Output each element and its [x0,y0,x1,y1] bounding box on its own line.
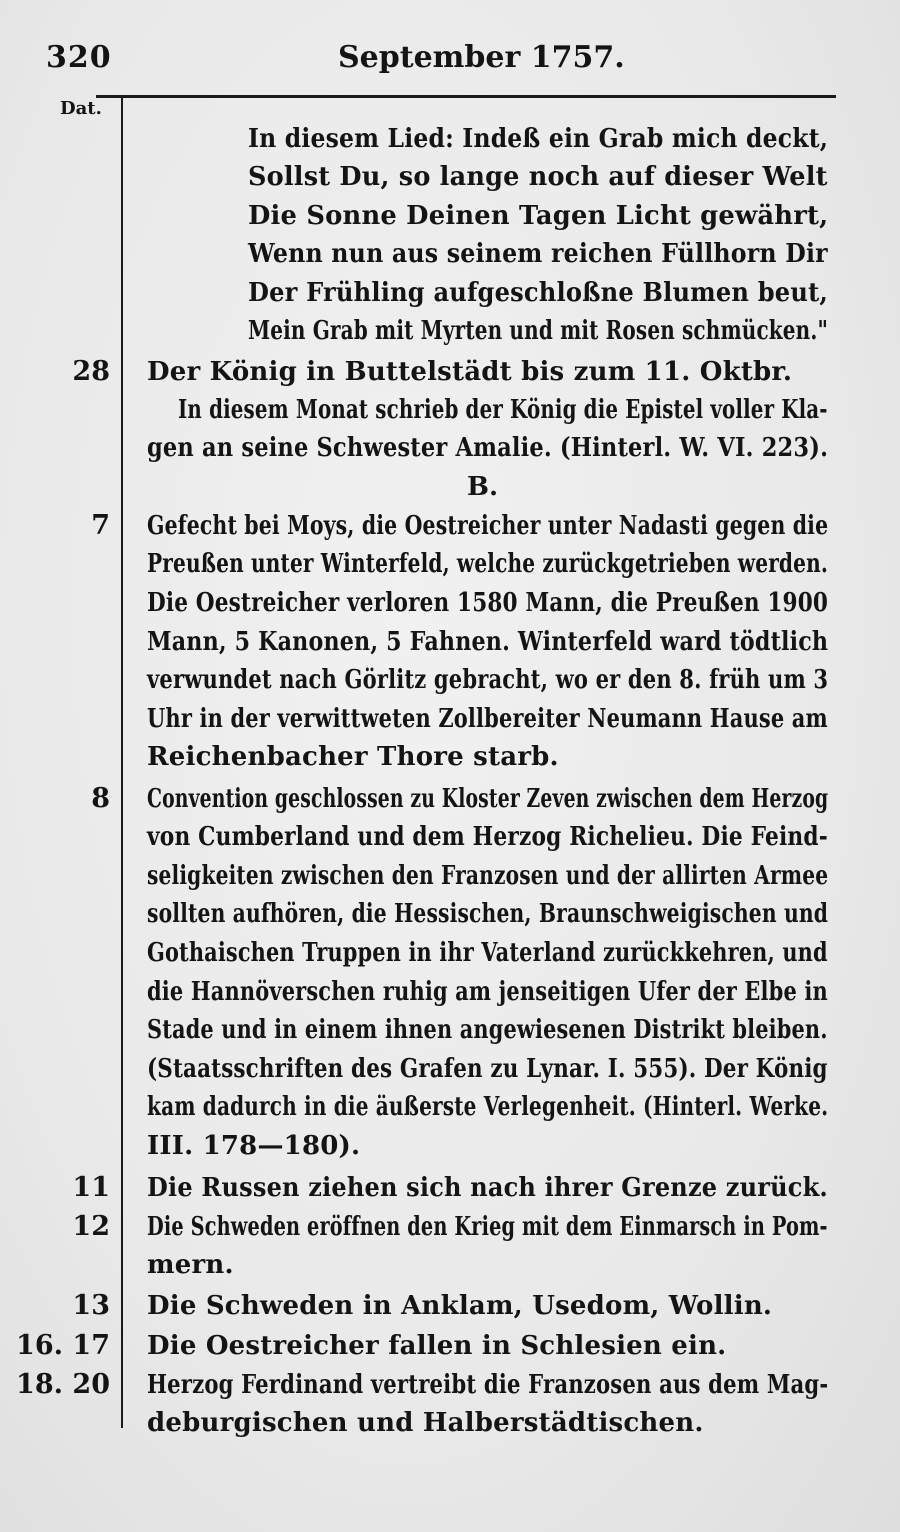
entry-line: Die Schweden eröffnen den Krieg mit dem Einmarsch in Pom- [147,1212,828,1242]
entry-line: In diesem Monat schrieb der König die Epistel voller Kla- [178,395,828,425]
entry-line: Der König in Buttelstädt bis zum 11. Oktbr. [147,357,793,387]
entry-date: 18. 20 [16,1369,110,1400]
entry-line: mern. [147,1250,234,1280]
section-mark: B. [467,472,499,502]
entry-date: 12 [72,1211,110,1242]
entry-line: deburgischen und Halberstädtischen. [147,1408,704,1438]
entry-line: verwundet nach Görlitz gebracht, wo er den 8. früh um 3 [147,665,829,695]
entry-line: Die Russen ziehen sich nach ihrer Grenze zurück. [147,1173,828,1203]
poem-line: Mein Grab mit Myrten und mit Rosen schmücken." [248,316,829,346]
entry-line: Stade und in einem ihnen angewiesenen Distrikt bleiben. [147,1015,828,1045]
entry-line: Preußen unter Winterfeld, welche zurückgetrieben werden. [147,549,829,579]
entry-line: Gothaischen Truppen in ihr Vaterland zurückkehren, und [147,938,828,968]
entry-line: Herzog Ferdinand vertreibt die Franzosen aus dem Mag- [147,1370,829,1400]
poem-line: Die Sonne Deinen Tagen Licht gewährt, [248,201,829,231]
entry-date: 8 [91,783,110,814]
entry-line: Gefecht bei Moys, die Oestreicher unter Nadasti gegen die [147,511,829,541]
entry-line: Reichenbacher Thore starb. [147,742,559,772]
poem-line: Wenn nun aus seinem reichen Füllhorn Dir [248,239,828,269]
poem-line: Sollst Du, so lange noch auf dieser Welt [248,162,828,192]
entry-line: kam dadurch in die äußerste Verlegenheit. (Hinterl. Werke. [147,1092,829,1122]
entry-line: III. 178—180). [147,1131,361,1161]
entry-date: 28 [72,356,110,387]
entry-date: 16. 17 [16,1330,110,1361]
entry-line: sollten aufhören, die Hessischen, Braunschweigischen und [147,899,829,929]
entry-line: (Staatsschriften des Grafen zu Lynar. I. 555). Der König [147,1054,828,1084]
running-title: September 1757. [338,40,625,75]
entry-line: Die Oestreicher fallen in Schlesien ein. [147,1331,727,1361]
poem-line: In diesem Lied: Indeß ein Grab mich deckt, [248,124,829,154]
entry-date: 7 [91,510,110,541]
entry-date: 11 [72,1172,110,1203]
entry-date: 13 [72,1290,110,1321]
date-column-label: Dat. [60,98,102,119]
poem-line: Der Frühling aufgeschloßne Blumen beut, [248,278,828,308]
entry-line: Die Schweden in Anklam, Usedom, Wollin. [147,1291,773,1321]
date-column-rule [121,98,123,1428]
entry-line: Convention geschlossen zu Kloster Zeven zwischen dem Herzog [147,784,829,814]
page-number: 320 [46,40,112,75]
header-rule [96,95,836,98]
entry-line: die Hannöverschen ruhig am jenseitigen Ufer der Elbe in [147,977,828,1007]
entry-line: Mann, 5 Kanonen, 5 Fahnen. Winterfeld ward tödtlich [147,627,829,657]
entry-line: Uhr in der verwittweten Zollbereiter Neumann Hause am [147,704,828,734]
entry-line: von Cumberland und dem Herzog Richelieu. Die Feind- [147,822,828,852]
page-header [38,38,838,84]
entry-line: seligkeiten zwischen den Franzosen und der allirten Armee [147,861,829,891]
entry-line: Die Oestreicher verloren 1580 Mann, die Preußen 1900 [147,588,829,618]
entry-line: gen an seine Schwester Amalie. (Hinterl. W. VI. 223). [147,433,829,463]
